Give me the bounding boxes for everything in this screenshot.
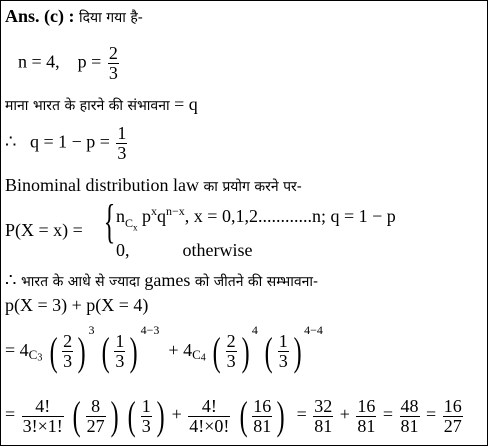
p-fraction: $\frac{2}{3}$ xyxy=(108,43,118,83)
answer-header xyxy=(5,6,143,28)
pmf-case-1: $n_{C_x}$ $p^xq^{n-x}$, x = 0,1,2............n; q = 1 − p xyxy=(116,204,396,232)
final-calculation: = $\frac{4!}{3!\times 1!}$ ( $\frac{8}{27}$ ) ( $\frac{1}{3}$ ) + $\frac{4!}{4!\times 0!}$ ( $\frac{16}{81}$ ) = $\frac{32}{81}$ + $\frac{16}{81}$ = $\frac{48}{81}$ = $\frac{16}{27}$ xyxy=(5,393,462,438)
p-label: p = xyxy=(77,51,102,72)
pmf-lhs: P(X = x) = xyxy=(5,220,83,240)
lose-probability-line: माना भारत के हारने की संभावना = q xyxy=(5,94,198,114)
sum-expression: p(X = 3) + p(X = 4) xyxy=(5,295,149,315)
answer-label: Ans. (c) : xyxy=(5,6,75,26)
q-value-line: ∴ q = 1 − p = $\frac{1}{3}$ xyxy=(5,123,127,163)
binomial-law-line: Binominal distribution law का प्रयोग करने पर- xyxy=(5,175,302,195)
given-values xyxy=(18,44,121,83)
left-brace: { xyxy=(103,195,116,248)
n-value: n = 4, xyxy=(18,51,60,72)
binomial-expansion: = $4C_3$ ( $\frac{2}{3}$ ) $^3$ ( $\frac{1}{3}$ ) $^{4-3} + 4C_4$ ( $\frac{2}{3}$ ) $^4$ ( $\frac{1}{3}$ ) $^{4-4}$ xyxy=(5,323,323,374)
given-text: दिया गया है- xyxy=(79,10,143,26)
pmf-case-2: 0, otherwise xyxy=(116,240,253,260)
win-half-games-line: ∴ भारत के आधे से ज्यादा games को जीतने की सम्भावना- xyxy=(5,270,319,290)
q-fraction: $\frac{1}{3}$ xyxy=(117,123,127,163)
